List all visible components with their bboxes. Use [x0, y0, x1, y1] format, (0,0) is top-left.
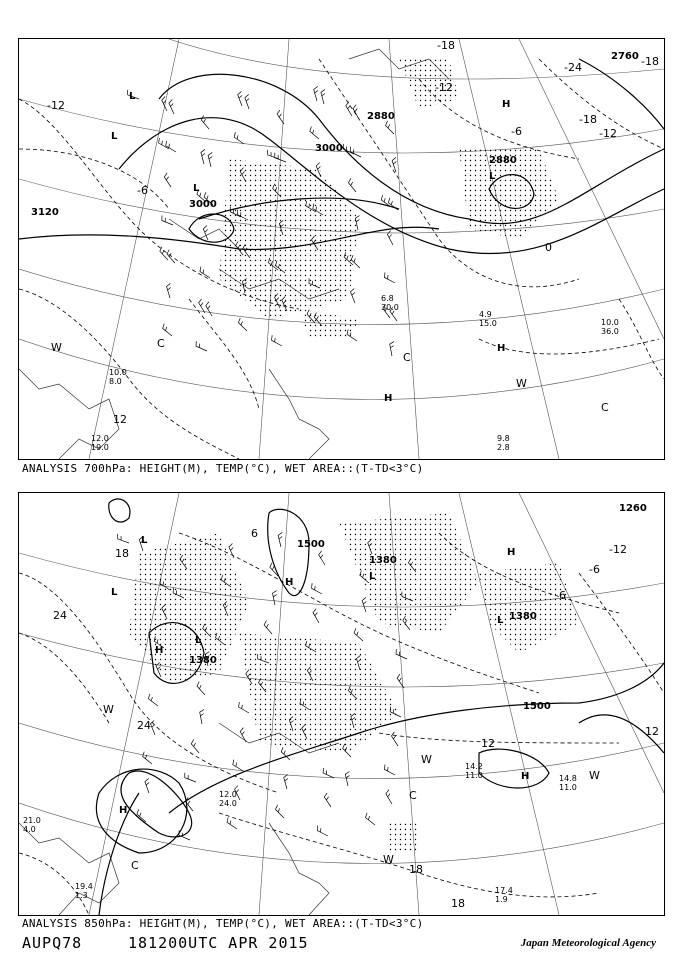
wind-barb — [312, 583, 322, 594]
station-value: 14.2 11.0 — [465, 762, 483, 780]
wind-barb — [163, 324, 172, 336]
wind-barb — [268, 150, 279, 159]
station-value: 14.8 11.0 — [559, 774, 577, 792]
wind-barb — [203, 225, 208, 240]
isotherm-label: 18 — [115, 547, 129, 560]
wind-barb — [362, 597, 366, 612]
wind-barb — [345, 771, 349, 786]
wind-barb — [208, 152, 212, 167]
wind-barb — [160, 247, 168, 260]
low-center-label: L — [195, 635, 202, 646]
wind-barb — [390, 342, 394, 356]
map-850hpa-svg — [19, 493, 664, 915]
high-center-label: H — [119, 805, 128, 816]
isotherm-label: -6 — [511, 125, 522, 138]
wind-barb — [206, 302, 212, 316]
height-label: 3000 — [315, 143, 343, 154]
isotherm-label: -6 — [137, 184, 148, 197]
high-center-label: H — [285, 577, 294, 588]
low-center-label: L — [141, 535, 148, 546]
wind-barb — [234, 132, 244, 144]
height-label: 2880 — [367, 111, 395, 122]
isotherm-label: 6 — [559, 589, 566, 602]
wind-barb — [201, 149, 205, 164]
agency-credit: Japan Meteorological Agency — [520, 937, 656, 949]
wind-barb — [384, 272, 395, 283]
wind-barb — [276, 805, 284, 818]
wind-barb — [245, 94, 249, 109]
height-label: 1380 — [369, 555, 397, 566]
warm-center-label: W — [51, 341, 62, 354]
isotherm-label: 12 — [113, 413, 127, 426]
warm-center-label: W — [589, 769, 600, 782]
wind-barb — [351, 288, 355, 303]
isotherm-label: -12 — [599, 127, 617, 140]
low-center-label: L — [111, 131, 118, 142]
wind-barb — [166, 283, 170, 298]
wind-barb — [185, 773, 196, 782]
cold-center-label: C — [131, 859, 139, 872]
wind-barb — [227, 817, 237, 829]
wind-barb — [148, 694, 158, 706]
wind-barb — [166, 141, 176, 152]
wind-barb — [229, 544, 234, 558]
wind-barb — [145, 778, 149, 793]
height-label: 1260 — [619, 503, 647, 514]
coastline — [19, 723, 339, 915]
high-center-label: H — [155, 645, 164, 656]
isotherm-label: -18 — [579, 113, 597, 126]
isotherm-label: 0 — [545, 241, 552, 254]
height-label: 2760 — [611, 51, 639, 62]
high-center-label: H — [521, 771, 530, 782]
station-value: 9.8 2.8 — [497, 434, 510, 452]
warm-center-label: W — [383, 853, 394, 866]
panel-caption-700hpa: ANALYSIS 700hPa: HEIGHT(M), TEMP(°C), WET AREA::(T-TD<3°C) — [22, 462, 424, 475]
wind-barb — [118, 534, 129, 543]
wind-barb — [321, 89, 325, 104]
panel-caption-850hpa: ANALYSIS 850hPa: HEIGHT(M), TEMP(°C), WET AREA::(T-TD<3°C) — [22, 917, 424, 930]
wind-barb — [159, 138, 169, 149]
wind-barb — [169, 100, 174, 114]
longitude-grid — [89, 39, 664, 459]
low-center-label: L — [111, 587, 118, 598]
warm-center-label: W — [103, 703, 114, 716]
wind-barb — [310, 127, 319, 139]
isotherm-label: -24 — [564, 61, 582, 74]
height-label: 1380 — [509, 611, 537, 622]
wind-barb — [191, 739, 199, 753]
valid-time: 181200UTC APR 2015 — [128, 934, 309, 952]
warm-center-label: W — [421, 753, 432, 766]
station-value: 21.0 4.0 — [23, 816, 41, 834]
station-value: 4.9 15.0 — [479, 310, 497, 328]
isotherm-label: 6 — [251, 527, 258, 540]
isotherm-label: -12 — [435, 81, 453, 94]
wind-barb — [317, 826, 328, 836]
wind-barb — [238, 318, 247, 331]
isotherm-label: 12 — [481, 737, 495, 750]
wind-barb — [319, 551, 325, 565]
wind-barb — [239, 702, 249, 713]
station-values — [91, 294, 619, 452]
station-value: 12.0 24.0 — [219, 790, 237, 808]
station-value: 19.4 1.3 — [75, 882, 93, 900]
wind-barb — [272, 335, 282, 346]
high-center-label: H — [497, 343, 506, 354]
isotherm-label: 18 — [451, 897, 465, 910]
station-value: 10.0 8.0 — [109, 368, 127, 386]
height-label: 3120 — [31, 207, 59, 218]
height-label: 1380 — [189, 655, 217, 666]
high-center-label: H — [502, 99, 511, 110]
wind-barb — [238, 91, 242, 106]
wind-barb — [233, 760, 243, 771]
height-label: 3000 — [189, 199, 217, 210]
cold-center-label: C — [601, 401, 609, 414]
map-700hpa-svg — [19, 39, 664, 459]
wind-barb — [197, 682, 205, 695]
map-panel-850hpa — [18, 492, 665, 916]
wind-barb — [396, 649, 407, 659]
wind-barb — [314, 86, 318, 101]
height-label: 1500 — [523, 701, 551, 712]
chart-code: AUPQ78 — [22, 934, 83, 952]
wind-barb — [273, 591, 277, 605]
wind-barb — [200, 710, 204, 724]
high-center-label: H — [384, 393, 393, 404]
isotherm-label: 24 — [137, 719, 151, 732]
low-center-label: L — [497, 615, 504, 626]
wind-barb — [240, 728, 246, 742]
cold-center-label: C — [403, 351, 411, 364]
wind-barb — [143, 752, 152, 764]
isotherm-label: 12 — [645, 725, 659, 738]
wind-barb — [391, 732, 398, 746]
wind-barb — [284, 774, 288, 789]
wind-barb — [278, 532, 282, 547]
cold-center-label: C — [157, 337, 165, 350]
wind-barb — [200, 267, 210, 278]
wind-barb — [366, 813, 375, 825]
map-panel-700hpa — [18, 38, 665, 460]
low-center-label: L — [129, 91, 136, 102]
station-value: 6.8 30.0 — [381, 294, 399, 312]
isotherm-label: -12 — [47, 99, 65, 112]
station-value: 12.0 19.0 — [91, 434, 109, 452]
isotherm-label: 24 — [53, 609, 67, 622]
wind-barb — [324, 793, 331, 807]
isotherm-label: -6 — [589, 563, 600, 576]
wind-barb — [386, 790, 392, 804]
wind-barb — [264, 621, 272, 634]
high-center-label: H — [507, 547, 516, 558]
wind-barb — [348, 178, 356, 192]
isotherm-label: -18 — [437, 39, 455, 52]
station-value: 10.0 36.0 — [601, 318, 619, 336]
wind-barb — [196, 341, 207, 351]
isotherm-label: -12 — [609, 543, 627, 556]
isotherm-label: 18 — [409, 863, 423, 876]
wind-barb — [384, 764, 395, 775]
height-label: 2880 — [489, 155, 517, 166]
warm-center-label: W — [516, 377, 527, 390]
station-value: 17.4 1.9 — [495, 886, 513, 904]
wind-barb — [354, 628, 363, 641]
wind-barb — [323, 768, 334, 778]
isotherm-label: -18 — [641, 55, 659, 68]
wind-barb — [313, 609, 319, 623]
wind-barb — [386, 121, 394, 134]
low-center-label: L — [489, 171, 496, 182]
cold-center-label: C — [409, 789, 417, 802]
wind-barb — [164, 173, 171, 187]
height-label: 1500 — [297, 539, 325, 550]
wind-barb — [346, 102, 352, 116]
low-center-label: L — [193, 183, 200, 194]
low-center-label: L — [369, 571, 376, 582]
